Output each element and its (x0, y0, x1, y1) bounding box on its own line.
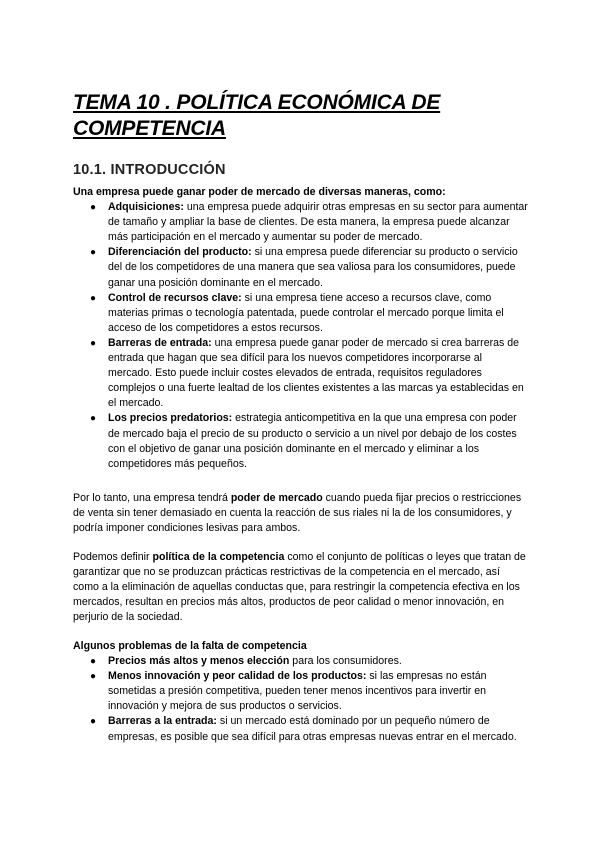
paragraph-text: Por lo tanto, una empresa tendrá (73, 492, 231, 504)
list-item (73, 669, 528, 714)
bullet-icon: ● (90, 202, 97, 214)
intro-list (73, 200, 528, 472)
section-heading: 10.1. INTRODUCCIÓN (73, 162, 226, 178)
item-text: una empresa puede adquirir otras empresas en su sector para aumentar de tamaño y ampliar la base de clientes. De esta manera, la empresa puede alcanzar más participación en el mercado y aumentar su poder de mercado. (108, 201, 528, 244)
item-text: si un mercado está dominado por un pequeño número de empresas, es posible que sea difícil para otras empresas nuevas entrar en el mercado. (108, 715, 517, 743)
paragraph-bold: política de la competencia (152, 551, 285, 563)
item-text: estrategia anticompetitiva en la que una empresa con poder de mercado baja el precio de su producto o servicio a un nivel por debajo de los costes con el objetivo de ganar una posición dominante en el mercado y eliminar a los competidores más pequeños. (108, 412, 517, 470)
paragraph-text: como el conjunto de políticas o leyes que tratan de garantizar que no se produzcan prácticas restrictivas de la competencia en el mercado, así como a la eliminación de aquellas conductas que, para restringir la competencia efectiva en los mercados, resultan en precios más altos, productos de peor calidad o menor innovación, en perjurio de la sociedad. (73, 551, 526, 624)
paragraph-bold: poder de mercado (230, 492, 323, 504)
bullet-icon: ● (90, 292, 97, 304)
bullet-icon: ● (90, 716, 97, 728)
paragraph-text: cuando pueda fijar precios o restricciones de venta sin tener demasiado en cuenta la reacción de sus riales ni la de los consumidores, y podría imponer condiciones lesivas para ambos. (73, 492, 522, 535)
list-item (73, 714, 528, 744)
list-item (73, 411, 528, 471)
problems-list (73, 654, 528, 745)
page-title: TEMA 10 . POLÍTICA ECONÓMICA DE COMPETENCIA (73, 91, 441, 140)
bullet-icon: ● (90, 337, 97, 349)
intro-lead: Una empresa puede ganar poder de mercado de diversas maneras, como: (73, 186, 446, 198)
bullet-icon: ● (90, 671, 97, 683)
bullet-icon: ● (90, 413, 97, 425)
paragraph (73, 550, 528, 625)
problems-lead: Algunos problemas de la falta de competencia (73, 640, 307, 652)
list-item (73, 200, 528, 245)
item-text: si las empresas no están sometidas a presión competitiva, pueden tener menos incentivos para invertir en innovación y mejora de sus productos o servicios. (108, 670, 487, 713)
item-term: Barreras de entrada: (108, 336, 212, 349)
paragraph (73, 491, 528, 536)
list-item (73, 336, 528, 411)
paragraph-competition-policy (73, 550, 528, 625)
item-text: una empresa puede ganar poder de mercado si crea barreras de entrada que hagan que sea difícil para los nuevos competidores incorporarse al mercado. Esto puede incluir costes elevados de entrada, requisitos reguladores complejos o una fuerte lealtad de los clientes existentes a las marcas ya establecidas en el mercado. (108, 336, 524, 410)
item-term: Menos innovación y peor calidad de los productos: (108, 670, 367, 683)
item-term: Precios más altos y menos elección (108, 655, 290, 668)
bullet-icon: ● (90, 656, 97, 668)
list-item (73, 245, 528, 290)
intro-block (73, 185, 528, 472)
problems-block (73, 639, 528, 745)
item-term: Diferenciación del producto: (108, 246, 252, 259)
paragraph-market-power (73, 491, 528, 536)
item-term: Los precios predatorios: (108, 412, 233, 425)
item-text: para los consumidores. (289, 655, 402, 668)
list-item (73, 654, 528, 669)
item-text: si una empresa tiene acceso a recursos clave, como materias primas o tecnología patentada, puede controlar el mercado porque limita el acceso de los competidores a estos recursos. (108, 291, 504, 334)
item-term: Adquisiciones: (108, 201, 184, 214)
item-text: si una empresa puede diferenciar su producto o servicio del de los competidores de una manera que sea valiosa para los consumidores, puede ganar una posición dominante en el mercado. (108, 246, 518, 289)
item-term: Barreras a la entrada: (108, 715, 217, 728)
item-term: Control de recursos clave: (108, 291, 242, 304)
list-item (73, 291, 528, 336)
bullet-icon: ● (90, 247, 97, 259)
paragraph-text: Podemos definir (73, 551, 153, 563)
